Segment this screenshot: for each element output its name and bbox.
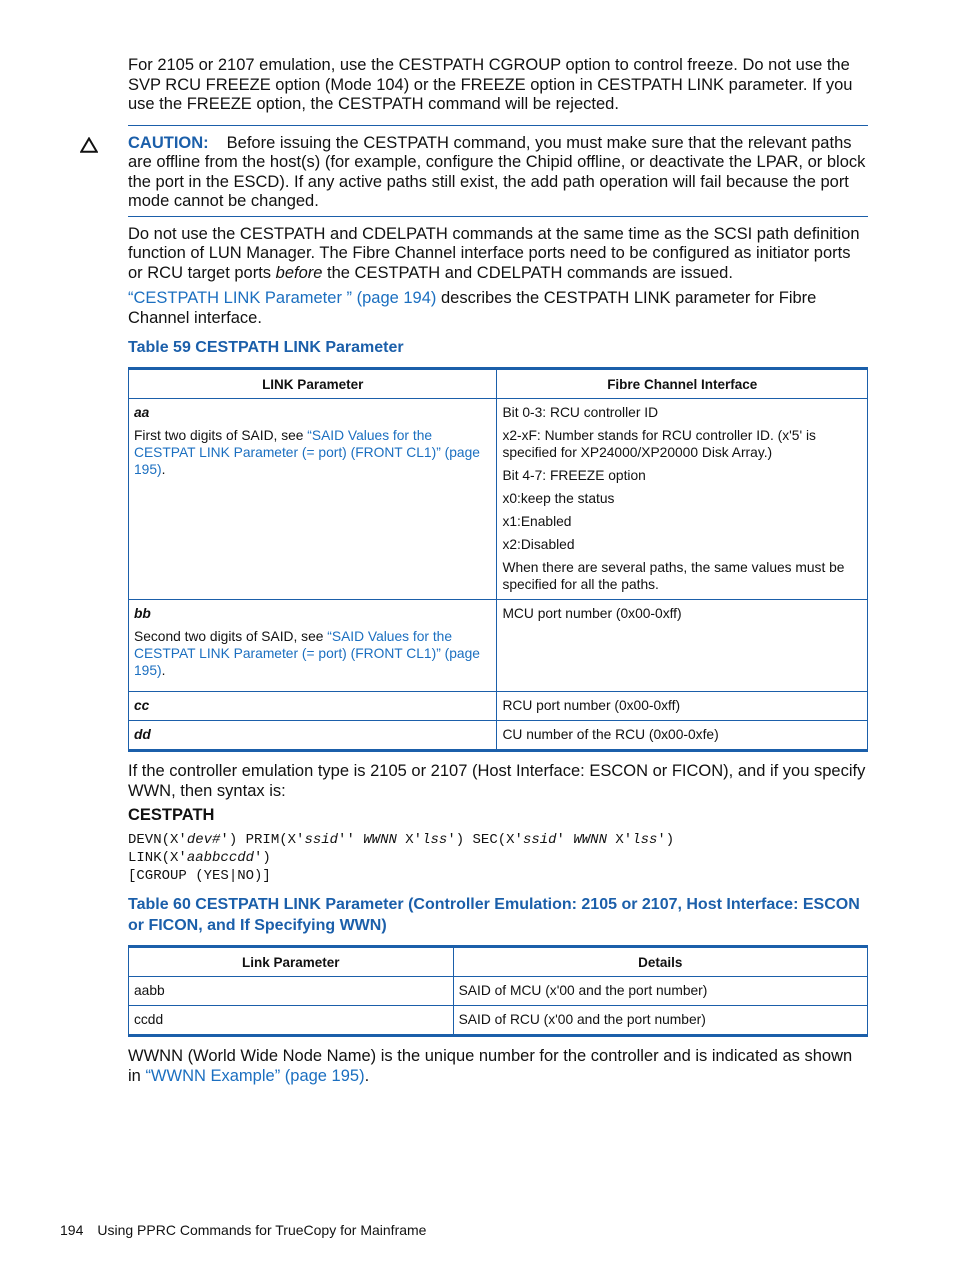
description-text: First two digits of SAID, see <box>134 428 308 443</box>
cestpath-link-parameter-link[interactable]: “CESTPATH LINK Parameter ” (page 194) <box>128 289 437 307</box>
param-cell: ccdd <box>129 1006 454 1036</box>
intro-paragraph: For 2105 or 2107 emulation, use the CESTPATH CGROUP option to control freeze. Do not use the SVP RCU FREEZE option (Mode 104) or the FREEZE option in CESTPATH LINK parameter. If you use the FREEZE option, the CESTPATH command will be rejected. <box>128 56 853 113</box>
details-cell: SAID of MCU (x'00 and the port number) <box>453 977 867 1006</box>
syntax-line-2 <box>128 849 868 867</box>
table-row <box>129 399 868 600</box>
page-footer <box>60 1222 426 1238</box>
detail-entry: x2-xF: Number stands for RCU controller ID. (x'5' is specified for XP24000/XP20000 Disk Array.) <box>502 428 816 460</box>
details-cell <box>497 692 868 721</box>
syntax-literal: '' <box>338 832 364 848</box>
paragraph-text: Do not use the CESTPATH and CDELPATH commands at the same time as the SCSI path definition function of LUN Manager. The Fibre Channel interface ports need to be configured as initiator ports or RCU target ports <box>128 224 860 282</box>
detail-entry: Bit 4-7: FREEZE option <box>502 468 646 483</box>
param-name: aa <box>134 405 150 420</box>
details-cell: SAID of RCU (x'00 and the port number) <box>453 1006 867 1036</box>
detail-entry: When there are several paths, the same values must be specified for all the paths. <box>502 560 845 592</box>
said-values-link[interactable]: “SAID Values for the CESTPAT LINK Parameter (= port) (FRONT CL1)” (page 195) <box>134 428 480 477</box>
caution-label: CAUTION: <box>128 133 209 152</box>
table-reference-paragraph <box>128 289 868 328</box>
page-number: 194 <box>60 1222 84 1238</box>
description-end: . <box>161 462 166 477</box>
syntax-variable: ssid <box>304 832 339 848</box>
details-cell <box>497 721 868 751</box>
table-row <box>129 721 868 751</box>
details-cell <box>497 399 868 600</box>
paragraph-end: . <box>364 1066 370 1085</box>
table-59 <box>128 367 868 752</box>
warning-triangle-icon <box>80 137 98 153</box>
syntax-variable: WWNN <box>573 832 607 848</box>
param-cell <box>129 692 497 721</box>
syntax-title: CESTPATH <box>128 806 215 824</box>
description-end: . <box>161 663 166 678</box>
column-header: Link Parameter <box>129 947 454 977</box>
caution-paragraph <box>128 134 868 212</box>
param-name: bb <box>134 606 151 621</box>
paragraph-text: WWNN (World Wide Node Name) is the unique number for the controller and is indicated as shown in <box>128 1047 853 1085</box>
syntax-literal: X' <box>606 832 633 848</box>
syntax-literal: ') <box>254 850 271 866</box>
table-60-caption: Table 60 CESTPATH LINK Parameter (Controller Emulation: 2105 or 2107, Host Interface: ESCON or FICON, and If Specifying WWN) <box>128 896 860 934</box>
syntax-line-3: [CGROUP (YES|NO)] <box>128 868 271 884</box>
param-cell: aabb <box>129 977 454 1006</box>
param-cell <box>129 721 497 751</box>
syntax-variable: ssid <box>522 832 557 848</box>
syntax-variable: WWNN <box>363 832 397 848</box>
detail-entry: CU number of the RCU (0x00-0xfe) <box>502 727 719 742</box>
syntax-literal: ') SEC(X' <box>447 832 523 848</box>
syntax-literal: X' <box>396 832 423 848</box>
detail-entry: x2:Disabled <box>502 537 575 552</box>
syntax-literal: LINK(X' <box>128 850 187 866</box>
footer-title: Using PPRC Commands for TrueCopy for Mainframe <box>97 1222 427 1238</box>
table-row <box>129 600 868 692</box>
table-59-caption: Table 59 CESTPATH LINK Parameter <box>128 339 404 356</box>
wwnn-example-link[interactable]: “WWNN Example” (page 195) <box>145 1066 365 1085</box>
wwn-syntax-paragraph: If the controller emulation type is 2105 or 2107 (Host Interface: ESCON or FICON), and if you specify WWN, then syntax is: <box>128 762 866 800</box>
page-content <box>128 56 868 1086</box>
description-text: Second two digits of SAID, see <box>134 629 328 644</box>
table-row <box>129 977 868 1006</box>
table-60 <box>128 945 868 1037</box>
detail-entry: Bit 0-3: RCU controller ID <box>502 405 659 420</box>
table-row <box>129 1006 868 1036</box>
detail-entry: MCU port number (0x00-0xff) <box>502 606 682 621</box>
syntax-variable: dev# <box>186 832 221 848</box>
lun-manager-paragraph <box>128 225 868 284</box>
detail-entry: RCU port number (0x00-0xff) <box>502 698 681 713</box>
syntax-variable: lss <box>422 832 448 848</box>
syntax-line-1 <box>128 831 868 849</box>
syntax-literal: DEVN(X' <box>128 832 187 848</box>
syntax-literal: ' <box>556 832 574 848</box>
column-header: LINK Parameter <box>129 369 497 399</box>
param-name: dd <box>134 727 151 742</box>
syntax-variable: lss <box>632 832 658 848</box>
column-header: Fibre Channel Interface <box>497 369 868 399</box>
param-description <box>134 628 491 679</box>
detail-entry: x0:keep the status <box>502 491 615 506</box>
syntax-variable: aabbccdd <box>186 850 255 866</box>
syntax-literal: ') <box>657 832 675 848</box>
emphasis-text: before <box>275 263 323 282</box>
caution-text: Before issuing the CESTPATH command, you must make sure that the relevant paths are offline from the host(s) (for example, configure the Chipid offline, or deactivate the LPAR, or block the port in the ESCD). If any active paths still exist, the add path operation will fail because the port mode cannot be changed. <box>128 133 866 210</box>
param-cell <box>129 600 497 692</box>
caution-box <box>128 125 868 217</box>
detail-entry: x1:Enabled <box>502 514 572 529</box>
param-name: cc <box>134 698 150 713</box>
syntax-literal: ') PRIM(X' <box>220 832 305 848</box>
wwnn-paragraph <box>128 1047 868 1086</box>
details-cell <box>497 600 868 692</box>
syntax-block <box>128 831 868 885</box>
said-values-link[interactable]: “SAID Values for the CESTPAT LINK Parameter (= port) (FRONT CL1)” (page 195) <box>134 629 480 678</box>
table-row <box>129 692 868 721</box>
param-description <box>134 427 491 478</box>
paragraph-text: the CESTPATH and CDELPATH commands are issued. <box>322 263 733 282</box>
column-header: Details <box>453 947 867 977</box>
param-cell <box>129 399 497 600</box>
paragraph-text: describes the CESTPATH LINK parameter for Fibre Channel interface. <box>128 289 817 327</box>
